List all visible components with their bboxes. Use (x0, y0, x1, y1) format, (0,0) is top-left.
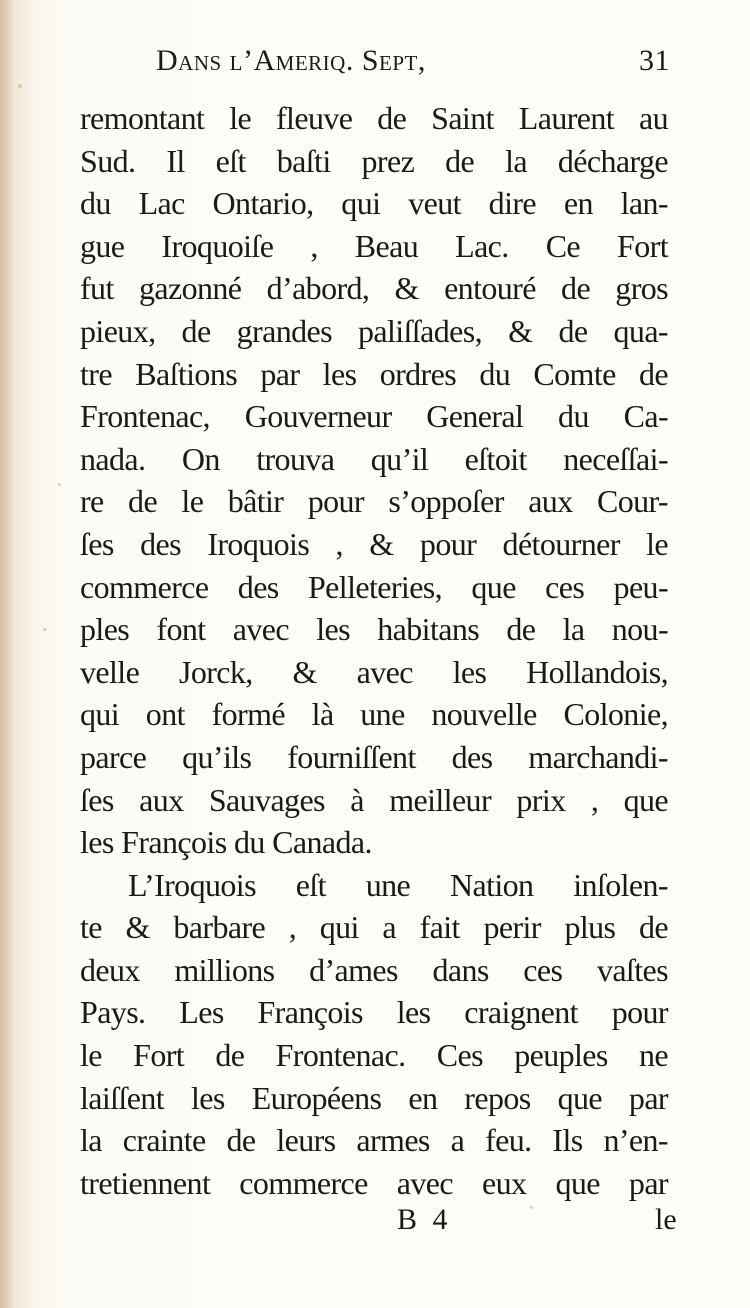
text-line: velle Jorck, & avec les Hollandois, (80, 653, 668, 690)
text-line: parce qu’ils fourniſſent des marchandi- (80, 738, 668, 775)
text-line: tre Baſtions par les ordres du Comte de (80, 355, 668, 392)
text-line: du Lac Ontario, qui veut dire en lan- (80, 185, 668, 222)
body-text (80, 97, 668, 1204)
signature-mark: B 4 (397, 1203, 452, 1236)
text-line: ſes des Iroquois , & pour détourner le (80, 525, 668, 562)
running-head-title: Dans l’Ameriq. Sept, (156, 44, 426, 77)
page-footer (0, 1203, 750, 1247)
running-head (156, 44, 676, 88)
text-line: fut gazonné d’abord, & entouré de gros (80, 270, 668, 307)
text-line: ples font avec les habitans de la nou- (80, 611, 668, 648)
text-line: gue Iroquoiſe , Beau Lac. Ce Fort (80, 227, 668, 264)
text-line: la crainte de leurs armes a feu. Ils n’en- (80, 1122, 668, 1159)
page-number: 31 (639, 44, 670, 77)
foxing-spot (18, 84, 22, 88)
text-line: Pays. Les François les craignent pour (80, 994, 668, 1031)
text-line: qui ont formé là une nouvelle Colonie, (80, 696, 668, 733)
gutter-shadow (0, 0, 14, 1308)
text-line: commerce des Pelleteries, que ces peu- (80, 568, 668, 605)
text-line: te & barbare , qui a fait perir plus de (80, 909, 668, 946)
text-line: le Fort de Frontenac. Ces peuples ne (80, 1037, 668, 1074)
foxing-spot (58, 483, 61, 486)
text-line: Sud. Il eſt baſti prez de la décharge (80, 142, 668, 179)
text-line: nada. On trouva qu’il eſtoit neceſſai- (80, 440, 668, 477)
text-line-paragraph-end: les François du Canada. (80, 824, 372, 861)
text-line: pieux, de grandes paliſſades, & de qua- (80, 312, 668, 349)
catchword: le (655, 1203, 677, 1236)
text-line: ſes aux Sauvages à meilleur prix , que (80, 781, 668, 818)
text-line: laiſſent les Européens en repos que par (80, 1079, 668, 1116)
text-line: remontant le fleuve de Saint Laurent au (80, 100, 668, 136)
text-line: tretiennent commerce avec eux que par (80, 1164, 668, 1201)
text-line: Frontenac, Gouverneur General du Ca- (80, 398, 668, 435)
text-line-paragraph-start: L’Iroquois eſt une Nation inſolen- (128, 866, 668, 903)
text-line: deux millions d’ames dans ces vaſtes (80, 951, 668, 988)
text-line: re de le bâtir pour s’oppoſer aux Cour- (80, 483, 668, 520)
foxing-spot (43, 628, 47, 631)
